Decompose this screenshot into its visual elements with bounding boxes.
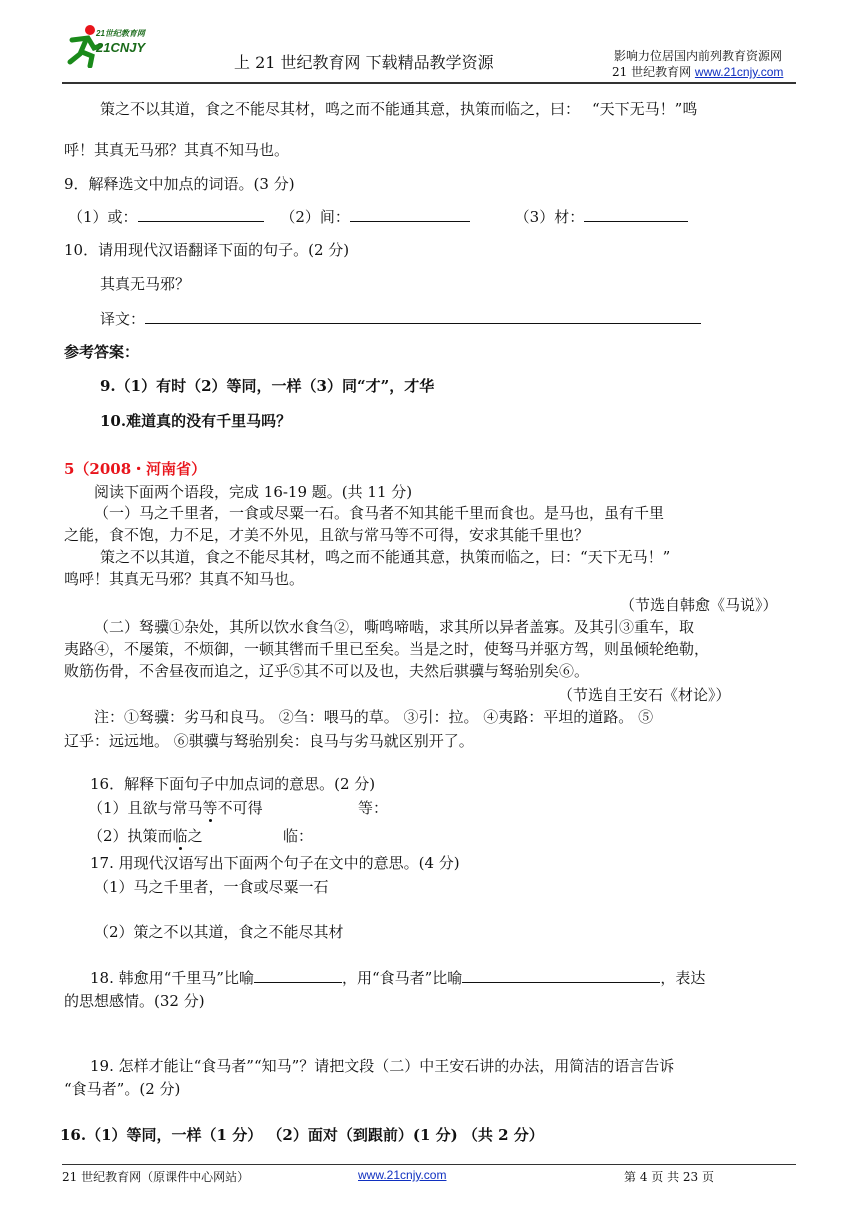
section-5-heading: 5（2008・河南省） bbox=[64, 460, 207, 478]
passage-1-line-2: 之能，食不饱，力不足，才美不外见，且欲与常马等不可得，安求其能千里也？ bbox=[64, 526, 590, 544]
question-17: 17. 用现代汉语写出下面两个句子在文中的意思。(4 分) bbox=[90, 854, 460, 872]
question-9-blanks: （1）或： （2）间： （3）材： bbox=[68, 206, 688, 227]
notes-line-2: 辽乎：远远地。 ⑥骐骥与驽骀别矣：良马与劣马就区别开了。 bbox=[64, 732, 474, 750]
header-divider bbox=[62, 82, 796, 84]
question-10: 10．请用现代汉语翻译下面的句子。(2 分) bbox=[64, 241, 350, 259]
passage-line-2: 呼！其真无马邪？其真不知马也。 bbox=[64, 141, 290, 159]
question-16-item-2: （2）执策而临之 bbox=[88, 827, 203, 845]
answer-10: 10.难道真的没有千里马吗？ bbox=[100, 412, 292, 430]
source-1: （节选自韩愈《马说》） bbox=[620, 596, 778, 614]
answer-9: 9.（1）有时（2）等同，一样（3）同“才”，才华 bbox=[100, 377, 435, 395]
question-9: 9．解释选文中加点的词语。(3 分) bbox=[64, 175, 295, 193]
passage-1-line-3: 策之不以其道，食之不能尽其材，鸣之而不能通其意，执策而临之，曰：“天下无马！” bbox=[100, 548, 671, 566]
footer-page-number: 第 4 页 共 23 页 bbox=[624, 1170, 714, 1184]
dotted-char-deng: 等 bbox=[202, 799, 218, 817]
blank-9-1[interactable] bbox=[138, 207, 264, 222]
question-16: 16．解释下面句子中加点词的意思。(2 分) bbox=[90, 775, 376, 793]
header-right-slogan: 影响力位居国内前列教育资源网 bbox=[614, 49, 783, 63]
footer-link[interactable]: www.21cnjy.com bbox=[358, 1168, 447, 1182]
blank-18-1[interactable] bbox=[254, 968, 342, 983]
header-right-site bbox=[612, 63, 783, 80]
section-5-intro: 阅读下面两个语段，完成 16-19 题。(共 11 分) bbox=[94, 483, 413, 501]
passage-2-line-2: 夷路④，不屡策，不烦御，一顿其辔而千里已至矣。当是之时，使驽马并驱方驾，则虽倾轮绝勒， bbox=[64, 640, 710, 658]
dotted-char-lin: 临 bbox=[172, 827, 188, 845]
blank-9-3[interactable] bbox=[584, 207, 688, 222]
passage-2-line-1: （二）驽骥①杂处，其所以饮水食刍②，嘶鸣啼啮，求其所以异者盖寡。及其引③重车，取 bbox=[94, 618, 695, 636]
question-16-item-1: （1）且欲与常马等不可得 bbox=[88, 799, 263, 817]
header-site-link[interactable]: www.21cnjy.com bbox=[694, 65, 784, 79]
question-10-answer-line: 译文： bbox=[100, 308, 701, 329]
question-19-line-2: “食马者”。(2 分) bbox=[64, 1080, 181, 1098]
passage-2-line-3: 败筋伤骨，不舍昼夜而追之，辽乎⑤其不可以及也，夫然后骐骥与驽骀别矣⑥。 bbox=[64, 662, 590, 680]
blank-10[interactable] bbox=[145, 309, 701, 324]
answers-title: 参考答案： bbox=[64, 343, 140, 361]
question-10-sentence: 其真无马邪？ bbox=[100, 275, 191, 293]
question-17-item-2: （2）策之不以其道，食之不能尽其材 bbox=[94, 923, 344, 941]
question-19-line-1: 19. 怎样才能让“食马者”“知马”？请把文段（二）中王安石讲的办法，用简洁的语言告诉 bbox=[90, 1057, 675, 1075]
header-title: 上 21 世纪教育网 下载精品教学资源 bbox=[234, 53, 494, 72]
footer-divider bbox=[62, 1164, 796, 1165]
notes-line-1: 注：①驽骥：劣马和良马。 ②刍：喂马的草。 ③引：拉。 ④夷路：平坦的道路。 ⑤ bbox=[94, 708, 654, 726]
blank-18-2[interactable] bbox=[462, 968, 660, 983]
blank-9-2[interactable] bbox=[350, 207, 470, 222]
question-18-line-1: 18. 韩愈用“千里马”比喻 ，用“食马者”比喻 ，表达 bbox=[90, 969, 706, 987]
logo-big-text: 21CNJY bbox=[96, 40, 146, 55]
footer-left: 21 世纪教育网（原课件中心网站） bbox=[62, 1170, 250, 1184]
question-16-label-2: 临： bbox=[283, 827, 314, 845]
question-16-label-1: 等： bbox=[358, 799, 389, 817]
source-2: （节选自王安石《材论》） bbox=[558, 686, 731, 704]
question-18-line-2: 的思想感情。(32 分) bbox=[64, 992, 205, 1010]
question-17-item-1: （1）马之千里者，一食或尽粟一石 bbox=[94, 878, 329, 896]
passage-line-1: 策之不以其道，食之不能尽其材，鸣之而不能通其意，执策而临之，曰： “天下无马！”鸣 bbox=[100, 100, 698, 118]
passage-1-line-1: （一）马之千里者，一食或尽粟一石。食马者不知其能千里而食也。是马也，虽有千里 bbox=[94, 504, 665, 522]
passage-1-line-4: 鸣呼！其真无马邪？其真不知马也。 bbox=[64, 570, 305, 588]
header-site-prefix: 21 世纪教育网 bbox=[612, 65, 695, 79]
logo-small-text: 21世纪教育网 bbox=[96, 29, 145, 38]
answer-16: 16.（1）等同，一样（1 分） （2）面对（到跟前）(1 分) （共 2 分） bbox=[60, 1126, 544, 1144]
site-logo bbox=[66, 22, 176, 74]
